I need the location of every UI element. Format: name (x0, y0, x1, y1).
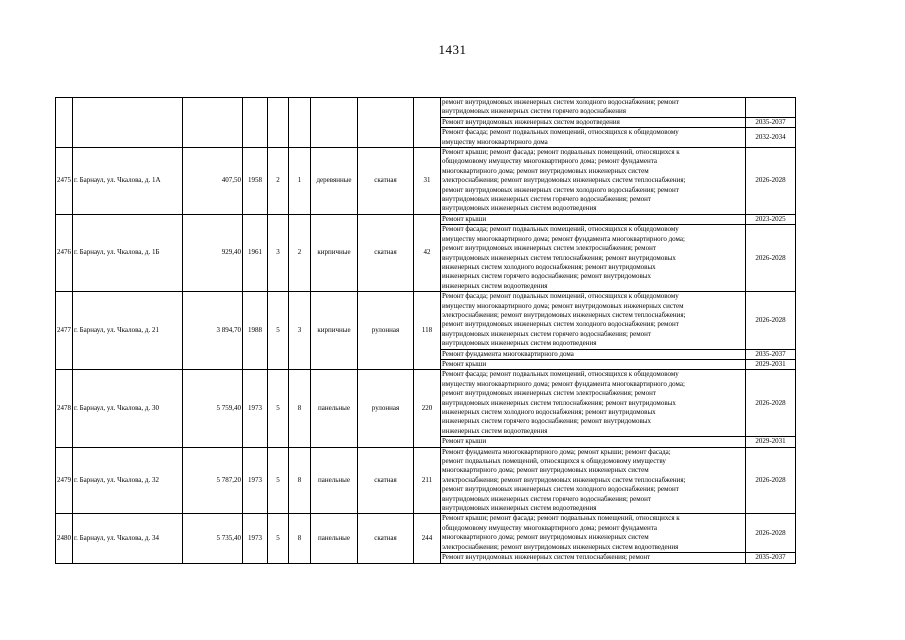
house-address: г. Барнаул, ул. Чкалова, д. 32 (73, 447, 183, 514)
build-year: 1973 (243, 447, 268, 514)
house-number: 2477 (56, 292, 73, 370)
house-area: 5 759,40 (183, 370, 243, 447)
repair-works (441, 98, 746, 118)
floors-count (268, 98, 289, 148)
repair-works-line: Ремонт крыши (442, 437, 487, 446)
repair-period: 2029-2031 (746, 437, 796, 447)
floors-count: 5 (268, 514, 289, 563)
house-address: г. Барнаул, ул. Чкалова, д. 34 (73, 514, 183, 563)
repair-works-line: Ремонт крыши (442, 359, 487, 368)
repair-works-line: имуществу многоквартирного дома; ремонт фундамента многоквартирного дома; (442, 379, 685, 388)
repair-works (441, 447, 746, 514)
repair-works-line: инженерных систем горячего водоснабжения; ремонт внутридомовых (442, 417, 651, 426)
repair-works-line: инженерных систем холодного водоснабжения; ремонт внутридомовых (442, 262, 656, 271)
entrances-count: 8 (289, 447, 311, 514)
table-row (56, 514, 796, 553)
wall-material: панельные (311, 514, 358, 563)
repair-works (441, 514, 746, 553)
repair-works-line: Ремонт фасада; ремонт подвальных помещений, относящихся к общедомовому (442, 292, 679, 301)
repair-period: 2026-2028 (746, 225, 796, 292)
house-area: 3 894,70 (183, 292, 243, 370)
build-year: 1958 (243, 148, 268, 215)
wall-material: кирпичные (311, 292, 358, 370)
repair-period: 2035-2037 (746, 553, 796, 563)
build-year (243, 98, 268, 148)
repair-works-line: инженерных систем водоотведения (442, 426, 548, 435)
repair-period: 2026-2028 (746, 292, 796, 349)
build-year: 1973 (243, 370, 268, 447)
entrances-count: 8 (289, 514, 311, 563)
repair-works-line: Ремонт крыши; ремонт фасада; ремонт подвальных помещений, относящихся к (442, 148, 680, 157)
table-row (56, 447, 796, 514)
roof-type: скатная (358, 214, 414, 291)
repair-period: 2032-2034 (746, 128, 796, 148)
floors-count: 2 (268, 148, 289, 215)
floors-count: 5 (268, 292, 289, 370)
repair-works-line: многоквартирного дома; ремонт внутридомовых инженерных систем (442, 166, 649, 175)
repair-works-line: имуществу многоквартирного дома; ремонт фундамента многоквартирного дома; (442, 234, 685, 243)
house-area: 5 787,20 (183, 447, 243, 514)
repair-works-line: Ремонт фасада; ремонт подвальных помещений, относящихся к общедомовому (442, 225, 679, 234)
build-year: 1973 (243, 514, 268, 563)
repair-works-line: инженерных систем холодного водоснабжения; ремонт внутридомовых (442, 408, 656, 416)
entrances-count: 8 (289, 370, 311, 447)
house-address: г. Барнаул, ул. Чкалова, д. 1Б (73, 214, 183, 291)
repair-works-line: инженерных систем горячего водоснабжения; ремонт внутридомовых (442, 272, 651, 281)
house-area: 5 735,40 (183, 514, 243, 563)
repair-works-line: ремонт внутридомовых инженерных систем холодного водоснабжения; ремонт (442, 98, 679, 106)
repair-works-line: Ремонт фасада; ремонт подвальных помещений, относящихся к общедомовому (442, 370, 679, 379)
wall-material (311, 98, 358, 148)
repair-works-line: внутридомовых инженерных систем горячего водоснабжения; ремонт (442, 329, 651, 338)
residents-count: 220 (414, 370, 441, 447)
repair-works-line: электроснабжения; ремонт внутридомовых инженерных систем теплоснабжения; (442, 176, 686, 185)
roof-type: скатная (358, 447, 414, 514)
repair-works-line: ремонт внутридомовых инженерных систем электроснабжения; ремонт (442, 389, 656, 398)
entrances-count: 1 (289, 148, 311, 215)
repair-works-line: внутридомовых инженерных систем водоотведения (442, 504, 597, 513)
house-number (56, 98, 73, 148)
house-number: 2480 (56, 514, 73, 563)
residents-count (414, 98, 441, 148)
repair-period: 2023-2025 (746, 214, 796, 224)
repair-works-line: многоквартирного дома; ремонт внутридомовых инженерных систем (442, 466, 649, 475)
table-row (56, 370, 796, 437)
wall-material: кирпичные (311, 214, 358, 291)
table-row (56, 148, 796, 215)
repair-works-line: Ремонт фундамента многоквартирного дома (442, 349, 574, 358)
repair-works-line: ремонт внутридомовых инженерных систем холодного водоснабжения; ремонт (442, 320, 679, 329)
repair-period: 2026-2028 (746, 370, 796, 437)
repair-works-line: общедомовому имуществу многоквартирного дома; ремонт фундамента (442, 157, 657, 166)
repair-works-line: ремонт подвальных помещений, относящихся к общедомовому имуществу (442, 457, 666, 466)
repair-works-line: Ремонт фасада; ремонт подвальных помещений, относящихся к общедомовому (442, 128, 679, 137)
residents-count: 42 (414, 214, 441, 291)
repair-period: 2026-2028 (746, 514, 796, 553)
table-row (56, 292, 796, 349)
repair-works-line: ремонт внутридомовых инженерных систем холодного водоснабжения; ремонт (442, 185, 679, 194)
table-row (56, 98, 796, 118)
repair-works-line: электроснабжения; ремонт внутридомовых инженерных систем теплоснабжения; (442, 310, 686, 319)
house-address: г. Барнаул, ул. Чкалова, д. 1А (73, 148, 183, 215)
repair-works (441, 359, 746, 369)
repair-works-line: многоквартирного дома; ремонт внутридомовых инженерных систем (442, 533, 649, 542)
roof-type: скатная (358, 514, 414, 563)
repair-works (441, 214, 746, 224)
residents-count: 244 (414, 514, 441, 563)
floors-count: 5 (268, 370, 289, 447)
repair-works-line: Ремонт крыши (442, 214, 487, 223)
repair-works (441, 370, 746, 437)
repair-works-line: внутридомовых инженерных систем горячего водоснабжения (442, 107, 626, 116)
repair-works-line: общедомовому имуществу многоквартирного дома; ремонт фундамента (442, 523, 657, 532)
house-address: г. Барнаул, ул. Чкалова, д. 30 (73, 370, 183, 447)
repair-period: 2035-2037 (746, 117, 796, 127)
capital-repair-table (55, 97, 796, 564)
house-address (73, 98, 183, 148)
repair-works (441, 117, 746, 127)
repair-works-line: имуществу многоквартирного дома (442, 137, 548, 146)
floors-count: 5 (268, 447, 289, 514)
repair-works (441, 437, 746, 447)
roof-type: рулонная (358, 292, 414, 370)
page-number: 1431 (438, 42, 467, 57)
roof-type: скатная (358, 148, 414, 215)
house-number: 2475 (56, 148, 73, 215)
repair-works-line: внутридомовых инженерных систем водоотведения (442, 339, 597, 348)
repair-works-line: Ремонт фундамента многоквартирного дома; ремонт крыши; ремонт фасада; (442, 447, 671, 456)
wall-material: панельные (311, 370, 358, 447)
repair-works-line: внутридомовых инженерных систем горячего водоснабжения; ремонт (442, 195, 651, 204)
repair-works (441, 148, 746, 215)
build-year: 1988 (243, 292, 268, 370)
entrances-count: 3 (289, 292, 311, 370)
repair-works (441, 128, 746, 148)
house-number: 2476 (56, 214, 73, 291)
repair-works-line: Ремонт внутридомовых инженерных систем теплоснабжения; ремонт (442, 553, 651, 562)
repair-works-line: электроснабжения; ремонт внутридомовых инженерных систем водоотведения (442, 542, 679, 551)
repair-works-line: внутридомовых инженерных систем горячего водоснабжения; ремонт (442, 494, 651, 503)
repair-period: 2035-2037 (746, 349, 796, 359)
wall-material: панельные (311, 447, 358, 514)
repair-works (441, 292, 746, 349)
repair-period: 2026-2028 (746, 148, 796, 215)
roof-type (358, 98, 414, 148)
repair-works-line: внутридомовых инженерных систем теплоснабжения; ремонт внутридомовых (442, 398, 676, 407)
repair-works-line: Ремонт крыши; ремонт фасада; ремонт подвальных помещений, относящихся к (442, 514, 680, 523)
repair-works-line: имуществу многоквартирного дома; ремонт внутридомовых инженерных систем (442, 301, 684, 310)
repair-works-line: электроснабжения; ремонт внутридомовых инженерных систем теплоснабжения; (442, 475, 686, 484)
house-area: 929,40 (183, 214, 243, 291)
table-row (56, 214, 796, 224)
residents-count: 31 (414, 148, 441, 215)
residents-count: 118 (414, 292, 441, 370)
repair-works-line: Ремонт внутридомовых инженерных систем водоотведения (442, 117, 620, 126)
house-number: 2478 (56, 370, 73, 447)
repair-works-line: инженерных систем водоотведения (442, 281, 548, 290)
repair-period: 2026-2028 (746, 447, 796, 514)
wall-material: деревянные (311, 148, 358, 215)
entrances-count (289, 98, 311, 148)
repair-works (441, 553, 746, 563)
repair-works (441, 225, 746, 292)
entrances-count: 2 (289, 214, 311, 291)
roof-type: рулонная (358, 370, 414, 447)
repair-works-line: ремонт внутридомовых инженерных систем холодного водоснабжения; ремонт (442, 485, 679, 494)
house-number: 2479 (56, 447, 73, 514)
repair-works-line: внутридомовых инженерных систем теплоснабжения; ремонт внутридомовых (442, 253, 676, 262)
repair-works-line: ремонт внутридомовых инженерных систем электроснабжения; ремонт (442, 244, 656, 253)
residents-count: 211 (414, 447, 441, 514)
repair-period: 2029-2031 (746, 359, 796, 369)
repair-period (746, 98, 796, 118)
build-year: 1961 (243, 214, 268, 291)
repair-works (441, 349, 746, 359)
repair-works-line: внутридомовых инженерных систем водоотведения (442, 204, 597, 213)
house-address: г. Барнаул, ул. Чкалова, д. 21 (73, 292, 183, 370)
house-area (183, 98, 243, 148)
house-area: 407,50 (183, 148, 243, 215)
floors-count: 3 (268, 214, 289, 291)
